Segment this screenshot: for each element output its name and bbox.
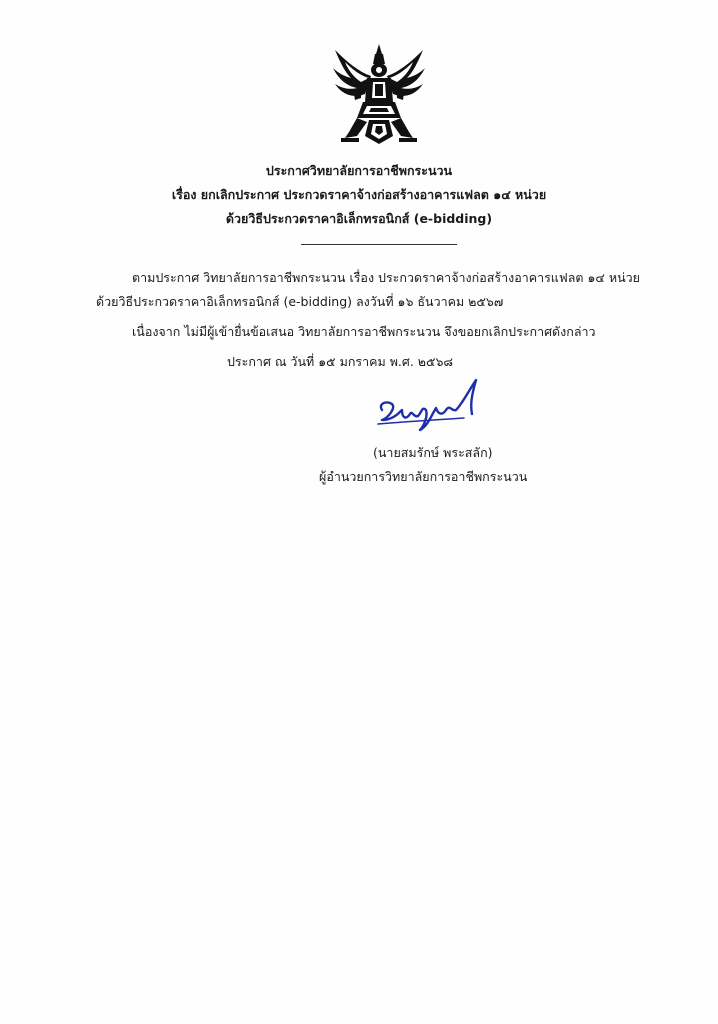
announcement-heading: ประกาศวิทยาลัยการอาชีพกระนวน [265, 163, 453, 178]
announcement-subject: เรื่อง ยกเลิกประกาศ ประกวดราคาจ้างก่อสร้างอาคารแฟลต ๑๔ หน่วย [171, 187, 547, 202]
garuda-emblem-icon [331, 42, 427, 146]
body-paragraph-1-line-1: ตามประกาศ วิทยาลัยการอาชีพกระนวน เรื่อง ประกวดราคาจ้างก่อสร้างอาคารแฟลต ๑๔ หน่วย [132, 270, 640, 285]
handwritten-signature-icon [372, 374, 492, 438]
title-divider [301, 244, 457, 245]
signatory-name: (นายสมรักษ์ พระสลัก) [373, 445, 493, 460]
body-paragraph-1-line-2: ด้วยวิธีประกวดราคาอิเล็กทรอนิกส์ (e-bidding) ลงวันที่ ๑๖ ธันวาคม ๒๕๖๗ [96, 294, 504, 309]
body-paragraph-2: เนื่องจาก ไม่มีผู้เข้ายื่นข้อเสนอ วิทยาลัยการอาชีพกระนวน จึงขอยกเลิกประกาศดังกล่าว [132, 324, 596, 339]
announcement-method: ด้วยวิธีประกวดราคาอิเล็กทรอนิกส์ (e-bidding) [225, 211, 493, 226]
announcement-date: ประกาศ ณ วันที่ ๑๕ มกราคม พ.ศ. ๒๕๖๘ [227, 354, 454, 369]
signatory-position: ผู้อำนวยการวิทยาลัยการอาชีพกระนวน [319, 469, 528, 484]
